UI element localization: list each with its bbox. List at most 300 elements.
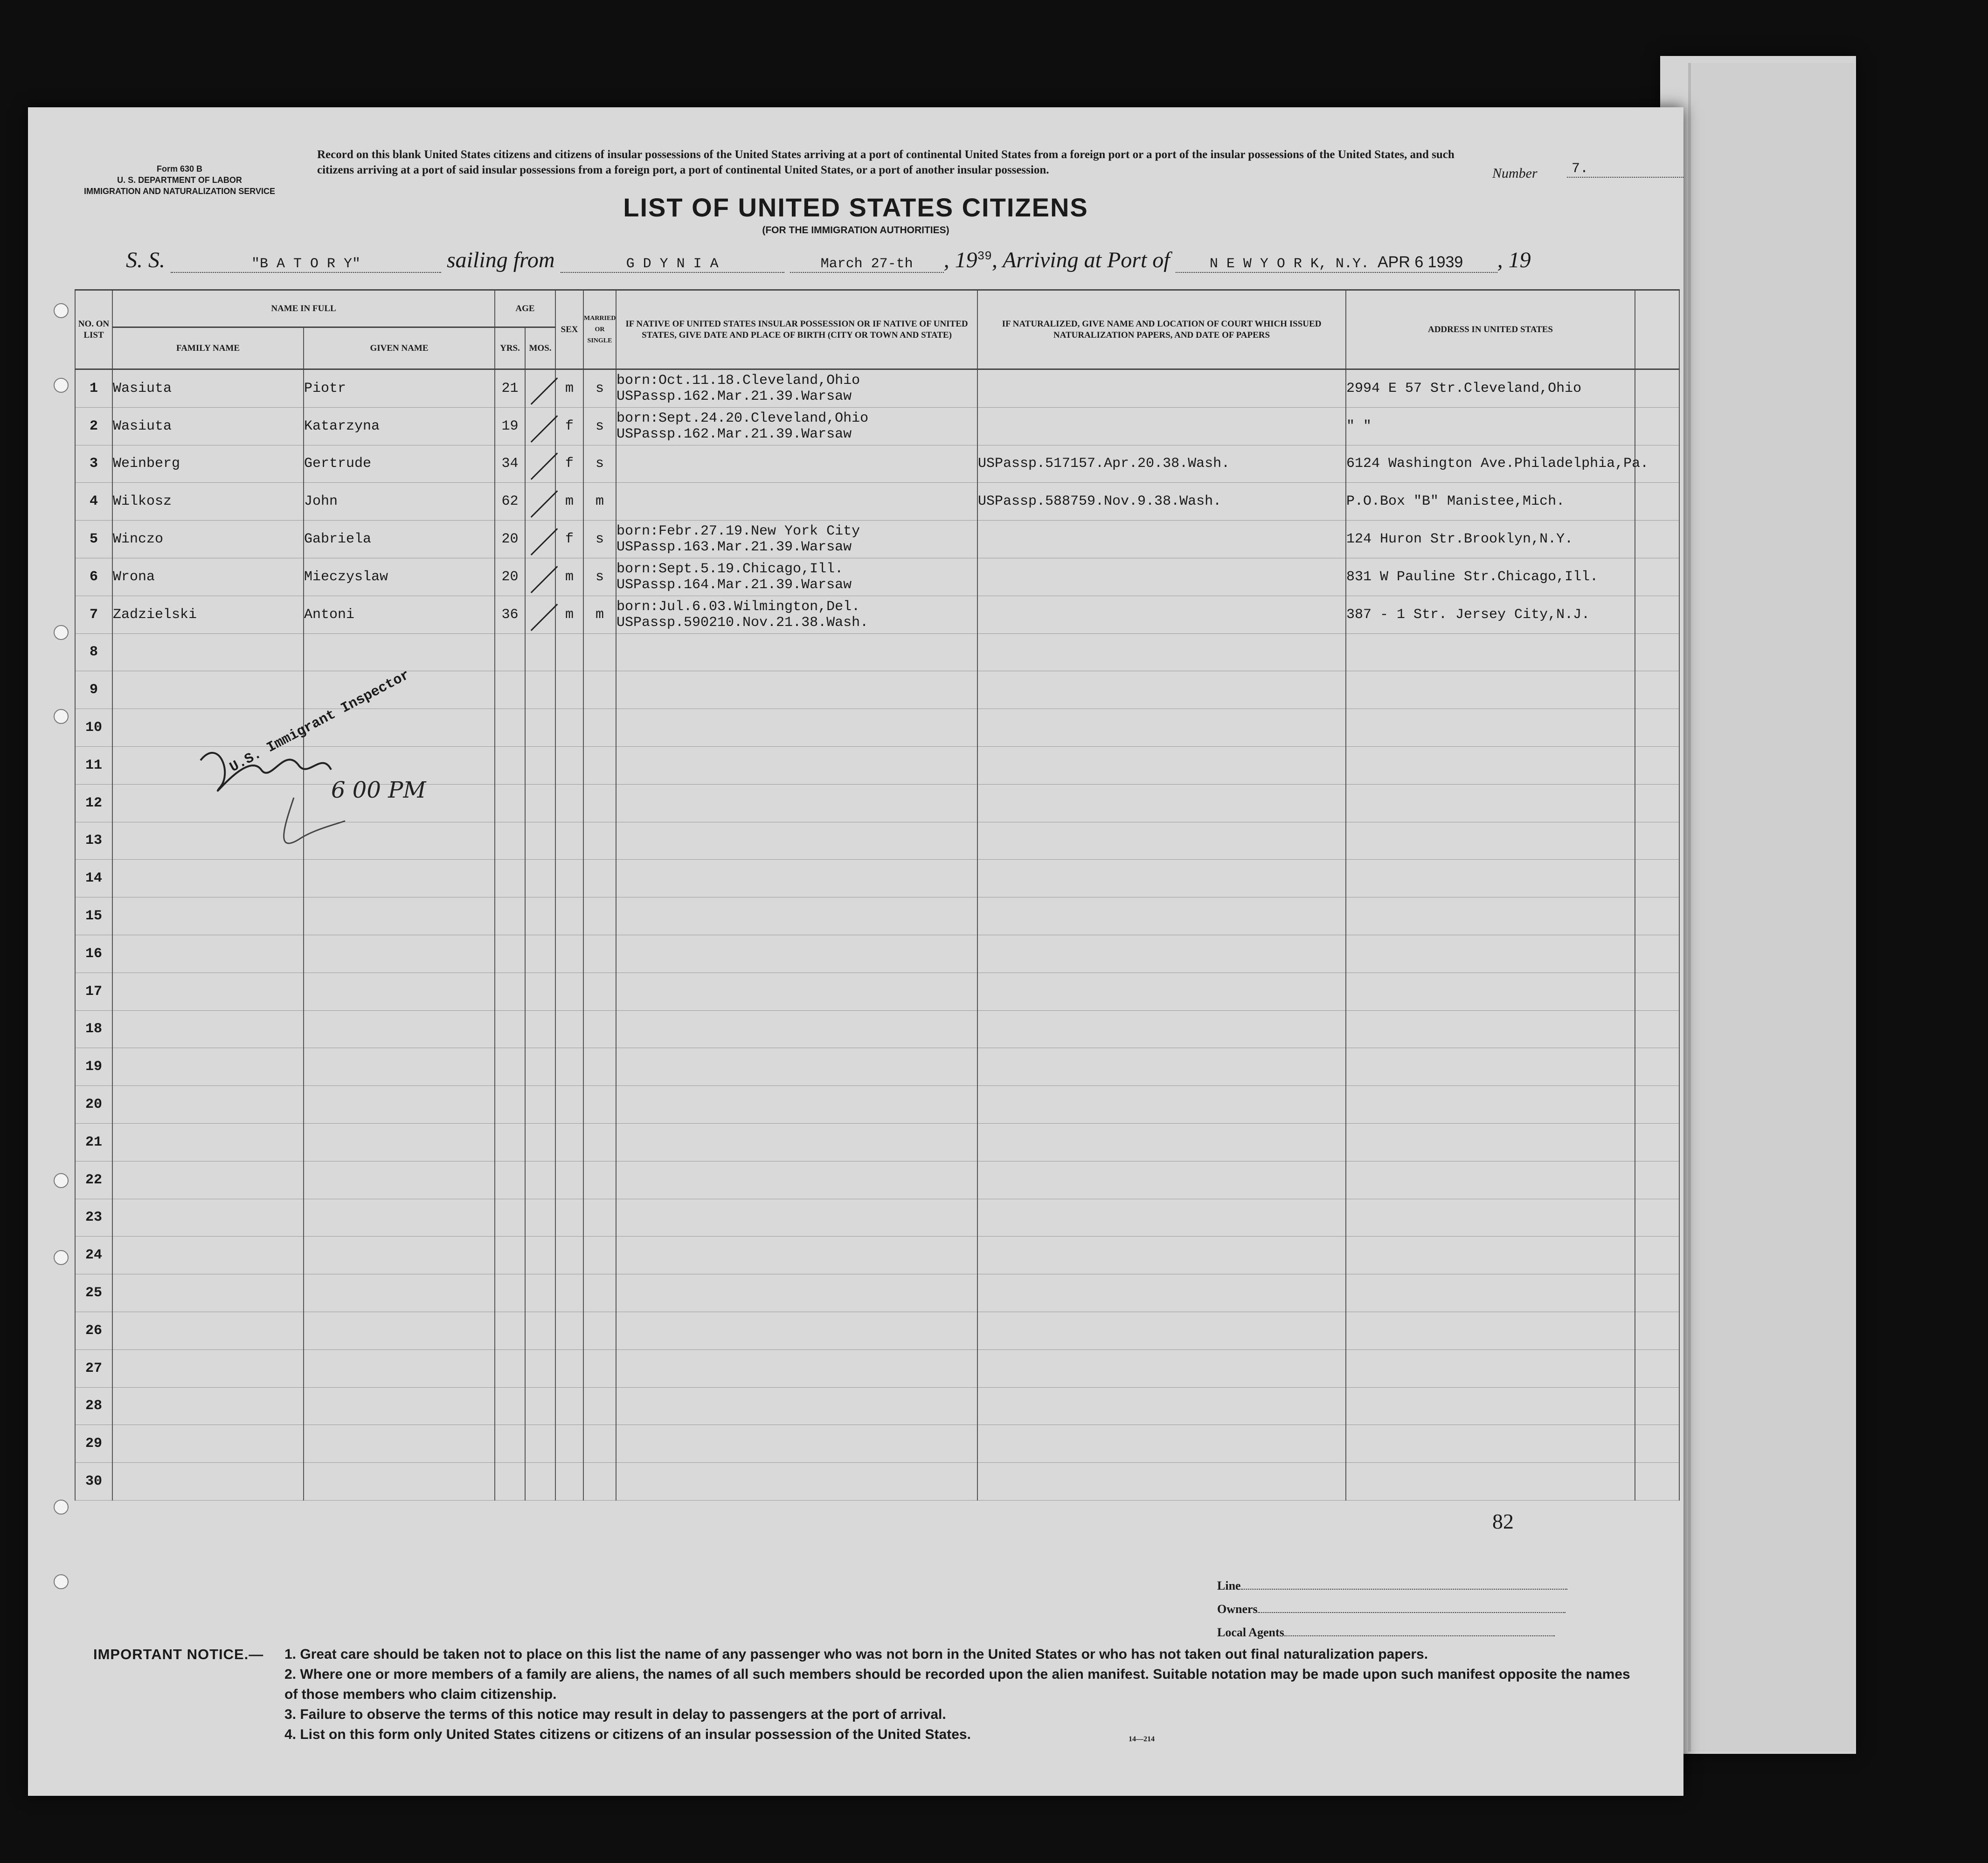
empty-cell <box>977 1048 1346 1086</box>
empty-cell <box>555 935 583 973</box>
empty-cell <box>616 1274 977 1312</box>
row-number: 17 <box>75 973 112 1010</box>
empty-cell <box>525 860 555 897</box>
col-header-no: NO. ON LIST <box>75 290 112 369</box>
age-months-cell <box>525 558 555 596</box>
notice-item-3: 3. Failure to observe the terms of this notice may result in delay to passengers at the port of arrival. <box>284 1707 946 1722</box>
empty-cell <box>977 1425 1346 1463</box>
empty-cell <box>616 784 977 822</box>
empty-cell <box>495 897 525 935</box>
family-name-cell: Wasiuta <box>112 369 304 408</box>
address-cell: " " <box>1346 407 1635 445</box>
empty-cell <box>1346 1086 1635 1124</box>
table-row <box>75 407 1679 445</box>
empty-cell <box>1346 1199 1635 1237</box>
col-header-sex: SEX <box>555 290 583 369</box>
col-header-given: GIVEN NAME <box>304 327 495 369</box>
birth-line: born:Sept.24.20.Cleveland,Ohio <box>616 410 869 426</box>
row-number: 23 <box>75 1199 112 1237</box>
empty-cell <box>977 1312 1346 1349</box>
empty-cell <box>583 1463 616 1501</box>
empty-cell <box>304 860 495 897</box>
row-number: 30 <box>75 1463 112 1501</box>
empty-cell <box>1635 1312 1679 1349</box>
birth-line: born:Sept.5.19.Chicago,Ill. <box>616 561 844 577</box>
row-number: 26 <box>75 1312 112 1349</box>
empty-cell <box>112 1123 304 1161</box>
empty-cell <box>1346 860 1635 897</box>
number-label: Number <box>1492 166 1538 181</box>
empty-cell <box>1346 1123 1635 1161</box>
table-row <box>75 633 1679 671</box>
col-header-blank <box>1635 290 1679 369</box>
empty-cell <box>495 1048 525 1086</box>
empty-cell <box>112 1199 304 1237</box>
empty-cell <box>495 1237 525 1274</box>
service-name: IMMIGRATION AND NATURALIZATION SERVICE <box>84 187 275 196</box>
empty-cell <box>304 1349 495 1387</box>
table-row <box>75 860 1679 897</box>
empty-cell <box>495 860 525 897</box>
empty-cell <box>555 1274 583 1312</box>
empty-cell <box>495 746 525 784</box>
empty-cell <box>616 1237 977 1274</box>
empty-cell <box>555 1463 583 1501</box>
empty-cell <box>525 633 555 671</box>
table-row <box>75 1086 1679 1124</box>
row-number: 19 <box>75 1048 112 1086</box>
page-number: 82 <box>1492 1509 1514 1533</box>
empty-cell <box>525 973 555 1010</box>
empty-cell <box>525 1123 555 1161</box>
empty-cell <box>304 1010 495 1048</box>
row-number: 11 <box>75 746 112 784</box>
departure-year: 39 <box>977 249 992 263</box>
passenger-rows <box>75 369 1679 1501</box>
empty-cell <box>525 1349 555 1387</box>
empty-cell <box>525 1048 555 1086</box>
punch-hole <box>54 1173 69 1188</box>
empty-cell <box>555 973 583 1010</box>
family-name-cell: Wilkosz <box>112 483 304 521</box>
empty-cell <box>1635 897 1679 935</box>
empty-cell <box>555 1425 583 1463</box>
empty-cell <box>525 1274 555 1312</box>
empty-cell <box>583 1387 616 1425</box>
empty-cell <box>1346 1312 1635 1349</box>
age-months-mark <box>531 377 558 405</box>
birth-line: USPassp.162.Mar.21.39.Warsaw <box>616 426 852 442</box>
empty-cell <box>555 1312 583 1349</box>
empty-cell <box>525 897 555 935</box>
table-row <box>75 369 1679 408</box>
empty-cell <box>977 1010 1346 1048</box>
address-cell: 124 Huron Str.Brooklyn,N.Y. <box>1346 521 1635 558</box>
empty-cell <box>555 1349 583 1387</box>
empty-cell <box>112 973 304 1010</box>
empty-cell <box>525 671 555 709</box>
empty-cell <box>304 1274 495 1312</box>
empty-cell <box>977 1086 1346 1124</box>
empty-cell <box>583 1048 616 1086</box>
empty-cell <box>1635 1086 1679 1124</box>
form-instructions: Record on this blank United States citizens and citizens of insular possessions of the United States arriving at a port of continental United States from a foreign port or a port of the insular possessions of the United States, and such citizens arriving at a port of said insular possessions from a foreign port, a port of continental United States, or a port of another insular possession. <box>317 148 1455 176</box>
address-cell: P.O.Box "B" Manistee,Mich. <box>1346 483 1635 521</box>
age-years-cell: 36 <box>495 596 525 633</box>
punch-hole <box>54 378 69 393</box>
page-subtitle: (FOR THE IMMIGRATION AUTHORITIES) <box>762 225 949 236</box>
empty-cell <box>1346 1274 1635 1312</box>
empty-cell <box>616 973 977 1010</box>
empty-cell <box>304 1312 495 1349</box>
empty-cell <box>525 1086 555 1124</box>
row-number: 28 <box>75 1387 112 1425</box>
empty-cell <box>112 1086 304 1124</box>
empty-cell <box>1635 709 1679 747</box>
empty-cell <box>495 1312 525 1349</box>
empty-cell <box>977 709 1346 747</box>
age-months-cell <box>525 445 555 483</box>
empty-cell <box>583 1312 616 1349</box>
empty-cell <box>616 1463 977 1501</box>
marital-cell: m <box>583 596 616 633</box>
empty-cell <box>1346 709 1635 747</box>
empty-cell <box>616 633 977 671</box>
sex-cell: f <box>555 445 583 483</box>
empty-cell <box>555 1010 583 1048</box>
ship-name: "B A T O R Y" <box>171 256 441 273</box>
empty-cell <box>112 897 304 935</box>
empty-cell <box>583 633 616 671</box>
year-prefix: , 19 <box>943 248 977 272</box>
empty-cell <box>977 1161 1346 1199</box>
naturalization-cell <box>977 521 1346 558</box>
empty-cell <box>977 1237 1346 1274</box>
empty-cell <box>495 671 525 709</box>
table-row <box>75 973 1679 1010</box>
row-number: 6 <box>75 558 112 596</box>
blank-cell <box>1635 407 1679 445</box>
table-row <box>75 1199 1679 1237</box>
empty-cell <box>555 1161 583 1199</box>
empty-cell <box>495 1161 525 1199</box>
empty-cell <box>1635 935 1679 973</box>
punch-hole <box>54 1574 69 1589</box>
empty-cell <box>112 1387 304 1425</box>
empty-cell <box>1346 1010 1635 1048</box>
empty-cell <box>977 746 1346 784</box>
empty-cell <box>1635 1387 1679 1425</box>
empty-cell <box>977 1123 1346 1161</box>
empty-cell <box>616 1425 977 1463</box>
empty-cell <box>525 709 555 747</box>
empty-cell <box>1635 1048 1679 1086</box>
arrival-port: N E W Y O R K, N.Y. APR 6 1939 <box>1176 253 1497 273</box>
marital-cell: s <box>583 558 616 596</box>
table-row <box>75 1123 1679 1161</box>
empty-cell <box>1346 822 1635 860</box>
empty-cell <box>1635 860 1679 897</box>
row-number: 15 <box>75 897 112 935</box>
table-row <box>75 521 1679 558</box>
row-number: 13 <box>75 822 112 860</box>
row-number: 5 <box>75 521 112 558</box>
empty-cell <box>977 1199 1346 1237</box>
ss-label: S. S. <box>126 248 165 272</box>
col-header-married: MARRIED OR SINGLE <box>583 290 616 369</box>
empty-cell <box>977 935 1346 973</box>
empty-cell <box>495 822 525 860</box>
sex-cell: m <box>555 558 583 596</box>
birth-cell <box>616 445 977 483</box>
inspector-stamp: U.S. Immigrant Inspector <box>227 667 413 776</box>
empty-cell <box>583 746 616 784</box>
empty-cell <box>112 1425 304 1463</box>
line-field: Line <box>1217 1579 1567 1593</box>
empty-cell <box>112 1010 304 1048</box>
age-years-cell: 62 <box>495 483 525 521</box>
notice-heading: IMPORTANT NOTICE.— <box>93 1646 264 1662</box>
table-row <box>75 1010 1679 1048</box>
family-name-cell: Weinberg <box>112 445 304 483</box>
table-row <box>75 935 1679 973</box>
row-number: 16 <box>75 935 112 973</box>
empty-cell <box>616 1010 977 1048</box>
empty-cell <box>1635 1349 1679 1387</box>
row-number: 24 <box>75 1237 112 1274</box>
table-row <box>75 1349 1679 1387</box>
number-value: 7. <box>1567 161 1683 178</box>
marital-cell: s <box>583 521 616 558</box>
punch-hole <box>54 709 69 724</box>
col-header-address: ADDRESS IN UNITED STATES <box>1346 290 1635 369</box>
table-row <box>75 1274 1679 1312</box>
birth-cell <box>616 558 977 596</box>
blank-cell <box>1635 369 1679 408</box>
form-code: 14—214 <box>1129 1735 1155 1743</box>
birth-line: born:Oct.11.18.Cleveland,Ohio <box>616 372 860 389</box>
empty-cell <box>977 973 1346 1010</box>
empty-cell <box>525 1425 555 1463</box>
table-row <box>75 671 1679 709</box>
naturalization-cell <box>977 558 1346 596</box>
empty-cell <box>616 1161 977 1199</box>
arriving-label: , Arriving at Port of <box>991 248 1170 272</box>
empty-cell <box>1635 784 1679 822</box>
age-years-cell: 20 <box>495 558 525 596</box>
voyage-line <box>126 247 1531 273</box>
naturalization-cell: USPassp.588759.Nov.9.38.Wash. <box>977 483 1346 521</box>
age-months-cell <box>525 596 555 633</box>
col-header-name: NAME IN FULL <box>112 290 495 327</box>
family-name-cell: Wasiuta <box>112 407 304 445</box>
empty-cell <box>304 1161 495 1199</box>
table-row <box>75 1237 1679 1274</box>
empty-cell <box>304 1123 495 1161</box>
empty-cell <box>616 671 977 709</box>
blank-cell <box>1635 596 1679 633</box>
empty-cell <box>616 822 977 860</box>
family-name-cell: Winczo <box>112 521 304 558</box>
naturalization-cell: USPassp.517157.Apr.20.38.Wash. <box>977 445 1346 483</box>
empty-cell <box>977 784 1346 822</box>
table-row <box>75 897 1679 935</box>
department-name: U. S. DEPARTMENT OF LABOR <box>117 175 242 185</box>
empty-cell <box>555 822 583 860</box>
age-years-cell: 20 <box>495 521 525 558</box>
empty-cell <box>304 1237 495 1274</box>
empty-cell <box>304 1463 495 1501</box>
notice-item-2: 2. Where one or more members of a family are aliens, the names of all such members should be recorded upon the alien manifest. Suitable notation may be made upon such manifest opposite the names of those members who claim citizenship. <box>284 1667 1630 1702</box>
family-name-cell: Wrona <box>112 558 304 596</box>
empty-cell <box>616 897 977 935</box>
col-header-birth: IF NATIVE OF UNITED STATES INSULAR POSSESSION OR IF NATIVE OF UNITED STATES, GIVE DATE AND PLACE OF BIRTH (CITY OR TOWN AND STATE) <box>616 290 977 369</box>
empty-cell <box>525 1463 555 1501</box>
empty-cell <box>1635 822 1679 860</box>
sex-cell: m <box>555 483 583 521</box>
birth-line: born:Jul.6.03.Wilmington,Del. <box>616 598 860 615</box>
empty-cell <box>1635 746 1679 784</box>
col-header-mos: MOS. <box>525 327 555 369</box>
empty-cell <box>977 1349 1346 1387</box>
empty-cell <box>555 1048 583 1086</box>
empty-cell <box>112 1349 304 1387</box>
empty-cell <box>112 633 304 671</box>
empty-cell <box>616 1199 977 1237</box>
manifest-page <box>28 107 1683 1796</box>
birth-cell <box>616 369 977 408</box>
empty-cell <box>616 1123 977 1161</box>
empty-cell <box>616 935 977 973</box>
row-number: 14 <box>75 860 112 897</box>
punch-hole <box>54 303 69 318</box>
empty-cell <box>1346 1237 1635 1274</box>
birth-details <box>616 599 977 631</box>
table-row <box>75 558 1679 596</box>
empty-cell <box>1635 1463 1679 1501</box>
empty-cell <box>1346 1425 1635 1463</box>
empty-cell <box>977 822 1346 860</box>
given-name-cell: Mieczyslaw <box>304 558 495 596</box>
age-months-cell <box>525 521 555 558</box>
birth-cell <box>616 407 977 445</box>
empty-cell <box>555 1086 583 1124</box>
empty-cell <box>583 1274 616 1312</box>
empty-cell <box>525 1237 555 1274</box>
empty-cell <box>583 1425 616 1463</box>
given-name-cell: Katarzyna <box>304 407 495 445</box>
notice-item-1: 1. Great care should be taken not to place on this list the name of any passenger who was not born in the United States or who has not taken out final naturalization papers. <box>284 1647 1428 1662</box>
table-row <box>75 1425 1679 1463</box>
sex-cell: f <box>555 407 583 445</box>
empty-cell <box>495 973 525 1010</box>
empty-cell <box>616 860 977 897</box>
empty-cell <box>525 1010 555 1048</box>
empty-cell <box>583 1161 616 1199</box>
row-number: 21 <box>75 1123 112 1161</box>
empty-cell <box>112 1161 304 1199</box>
empty-cell <box>1346 935 1635 973</box>
empty-cell <box>304 935 495 973</box>
table-row <box>75 445 1679 483</box>
empty-cell <box>304 973 495 1010</box>
row-number: 2 <box>75 407 112 445</box>
punch-hole <box>54 625 69 640</box>
empty-cell <box>1635 1274 1679 1312</box>
departure-date: March 27-th <box>790 256 944 273</box>
empty-cell <box>1635 973 1679 1010</box>
row-number: 20 <box>75 1086 112 1124</box>
empty-cell <box>495 1349 525 1387</box>
empty-cell <box>495 784 525 822</box>
birth-details <box>616 523 977 555</box>
empty-cell <box>977 1387 1346 1425</box>
empty-cell <box>583 973 616 1010</box>
row-number: 4 <box>75 483 112 521</box>
given-name-cell: John <box>304 483 495 521</box>
empty-cell <box>583 1199 616 1237</box>
naturalization-cell <box>977 407 1346 445</box>
empty-cell <box>1346 671 1635 709</box>
empty-cell <box>977 1463 1346 1501</box>
year-suffix: , 19 <box>1497 248 1531 272</box>
empty-cell <box>525 746 555 784</box>
empty-cell <box>616 709 977 747</box>
empty-cell <box>495 1274 525 1312</box>
empty-cell <box>555 1387 583 1425</box>
row-number: 8 <box>75 633 112 671</box>
empty-cell <box>1635 1010 1679 1048</box>
row-number: 29 <box>75 1425 112 1463</box>
blank-cell <box>1635 521 1679 558</box>
table-row <box>75 1161 1679 1199</box>
table-row <box>75 1312 1679 1349</box>
col-header-family: FAMILY NAME <box>112 327 304 369</box>
birth-details <box>616 373 977 404</box>
empty-cell <box>1346 633 1635 671</box>
empty-cell <box>495 1463 525 1501</box>
birth-line: USPassp.163.Mar.21.39.Warsaw <box>616 539 852 556</box>
empty-cell <box>555 709 583 747</box>
age-years-cell: 21 <box>495 369 525 408</box>
marital-cell: s <box>583 445 616 483</box>
empty-cell <box>555 1237 583 1274</box>
empty-cell <box>525 784 555 822</box>
row-number: 27 <box>75 1349 112 1387</box>
empty-cell <box>1346 973 1635 1010</box>
empty-cell <box>304 1387 495 1425</box>
col-header-age: AGE <box>495 290 555 327</box>
empty-cell <box>555 897 583 935</box>
departure-port: G D Y N I A <box>561 256 784 273</box>
empty-cell <box>1635 633 1679 671</box>
empty-cell <box>1346 746 1635 784</box>
age-months-mark <box>531 415 558 443</box>
given-name-cell: Antoni <box>304 596 495 633</box>
empty-cell <box>304 1199 495 1237</box>
age-years-cell: 34 <box>495 445 525 483</box>
stamp-time: 6 00 PM <box>331 777 426 803</box>
empty-cell <box>616 1387 977 1425</box>
page-title: LIST OF UNITED STATES CITIZENS <box>623 193 1088 222</box>
empty-cell <box>555 746 583 784</box>
empty-cell <box>977 897 1346 935</box>
row-number: 10 <box>75 709 112 747</box>
empty-cell <box>112 1048 304 1086</box>
empty-cell <box>304 897 495 935</box>
empty-cell <box>525 1312 555 1349</box>
sex-cell: m <box>555 596 583 633</box>
